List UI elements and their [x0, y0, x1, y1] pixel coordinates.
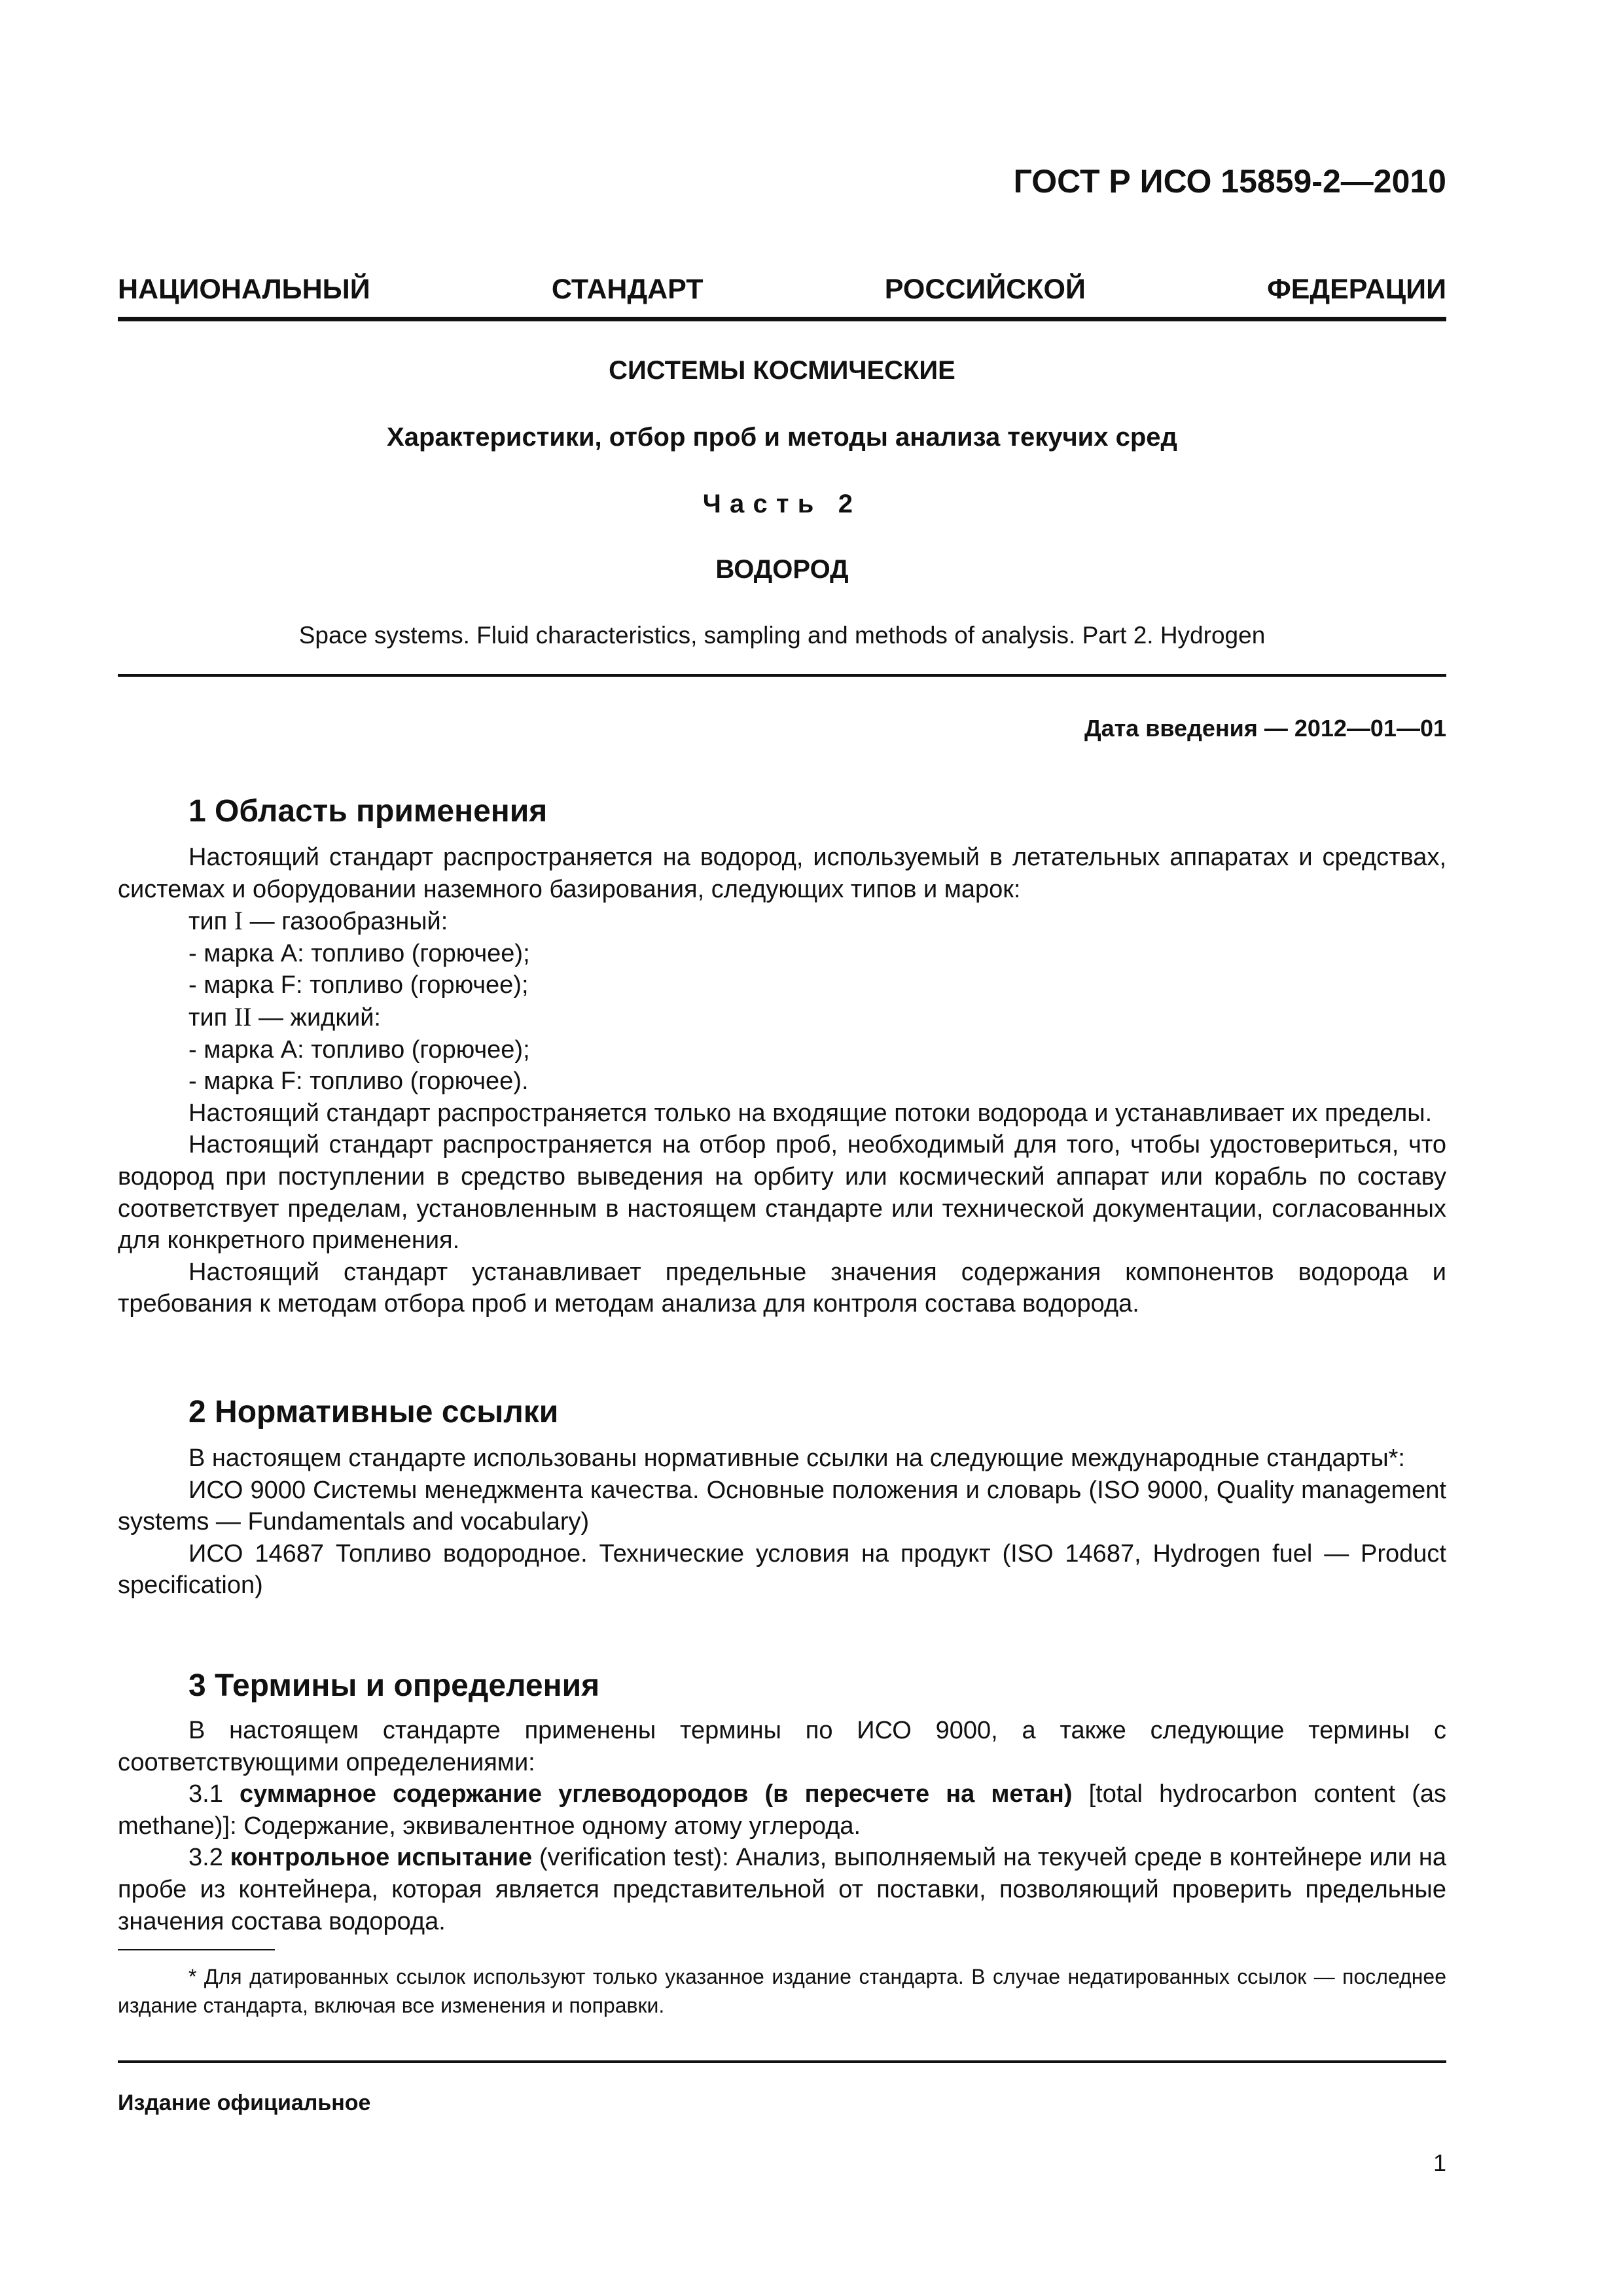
term: суммарное содержание углеводородов (в пересчете на метан) [239, 1780, 1073, 1808]
roman-numeral: I [234, 906, 243, 936]
header-rule [118, 317, 1446, 321]
edition-label: Издание официальное [118, 2090, 371, 2115]
paragraph: Настоящий стандарт распространяется на водород, используемый в летательных аппаратах и средствах, системах и оборудовании наземного базирования, следующих типов и марок: [118, 844, 1446, 903]
term-definition: 3.2 контрольное испытание (verification test): Анализ, выполняемый на текучей среде в контейнере или на пробе из контейнера, которая является представительной от поставки, позволяющий проверить предельные значения состава водорода. [118, 1844, 1446, 1935]
paragraph: Настоящий стандарт распространяется только на входящие потоки водорода и устанавливает их пределы. [188, 1099, 1433, 1127]
section-references-body [118, 1443, 1446, 1602]
section-scope-body [118, 842, 1446, 1320]
list-item: - марка F: топливо (горючее). [188, 1067, 529, 1096]
part-label: Часть 2 [702, 490, 862, 518]
part-title: ВОДОРОД [715, 555, 849, 584]
reference-item: ИСО 14687 Топливо водородное. Технические условия на продукт (ISO 14687, Hydrogen fuel — Product specification) [118, 1539, 1446, 1600]
footnote-text: * Для датированных ссылок используют только указанное издание стандарта. В случае недатированных ссылок — последнее издание стандарта, включая все изменения и поправки. [118, 1965, 1446, 2017]
footnote [118, 1962, 1446, 2020]
list-item: - марка F: топливо (горючее); [188, 971, 529, 999]
term: контрольное испытание [230, 1844, 533, 1872]
introduction-date: Дата введения — 2012—01—01 [1084, 715, 1446, 742]
banner-word: ФЕДЕРАЦИИ [1267, 274, 1446, 305]
term-definition: 3.1 суммарное содержание углеводородов (в пересчете на метан) [total hydrocarbon content (as methane)]: Содержание, эквивалентное одному атому углерода. [118, 1780, 1446, 1840]
english-title: Space systems. Fluid characteristics, sampling and methods of analysis. Part 2. Hydrogen [298, 622, 1266, 649]
section-terms-body [118, 1715, 1446, 1937]
banner-word: НАЦИОНАЛЬНЫЙ [118, 274, 370, 305]
document-code: ГОСТ Р ИСО 15859-2—2010 [1013, 163, 1446, 200]
page-number: 1 [1433, 2149, 1446, 2176]
section-heading-scope: 1 Область применения [188, 794, 548, 829]
subtitle: Характеристики, отбор проб и методы анализа текучих сред [387, 423, 1177, 452]
footnote-separator [118, 1949, 275, 1950]
section-heading-references: 2 Нормативные ссылки [188, 1395, 559, 1429]
footer-rule [118, 2060, 1446, 2063]
paragraph: В настоящем стандарте использованы нормативные ссылки на следующие международные стандарты*: [188, 1444, 1405, 1472]
paragraph: Настоящий стандарт распространяется на отбор проб, необходимый для того, чтобы удостовериться, что водород при поступлении в средство выведения на орбиту или космический аппарат или корабль по составу соответствует пределам, установленным в настоящем стандарте или технической документации, согласованных для конкретного применения. [118, 1131, 1446, 1255]
list-item: - марка А: топливо (горючее); [188, 1035, 530, 1064]
paragraph: В настоящем стандарте применены термины по ИСО 9000, а также следующие термины с соответствующими определениями: [118, 1717, 1446, 1776]
roman-numeral: II [234, 1001, 252, 1031]
paragraph: Настоящий стандарт устанавливает предельные значения содержания компонентов водорода и требования к методам отбора проб и методам анализа для контроля состава водорода. [118, 1258, 1446, 1318]
section-heading-terms: 3 Термины и определения [188, 1668, 600, 1703]
list-item: - марка А: топливо (горючее); [188, 939, 530, 967]
title-rule [118, 674, 1446, 677]
national-standard-banner [118, 274, 1446, 306]
system-title: СИСТЕМЫ КОСМИЧЕСКИЕ [609, 356, 955, 385]
banner-word: РОССИЙСКОЙ [884, 274, 1086, 305]
reference-item: ИСО 9000 Системы менеджмента качества. Основные положения и словарь (ISO 9000, Quality management systems — Fundamentals and vocabulary) [118, 1476, 1446, 1536]
type-line: тип I — газообразный: [188, 906, 448, 936]
banner-word: СТАНДАРТ [551, 274, 704, 305]
type-line: тип II — жидкий: [188, 1001, 381, 1031]
